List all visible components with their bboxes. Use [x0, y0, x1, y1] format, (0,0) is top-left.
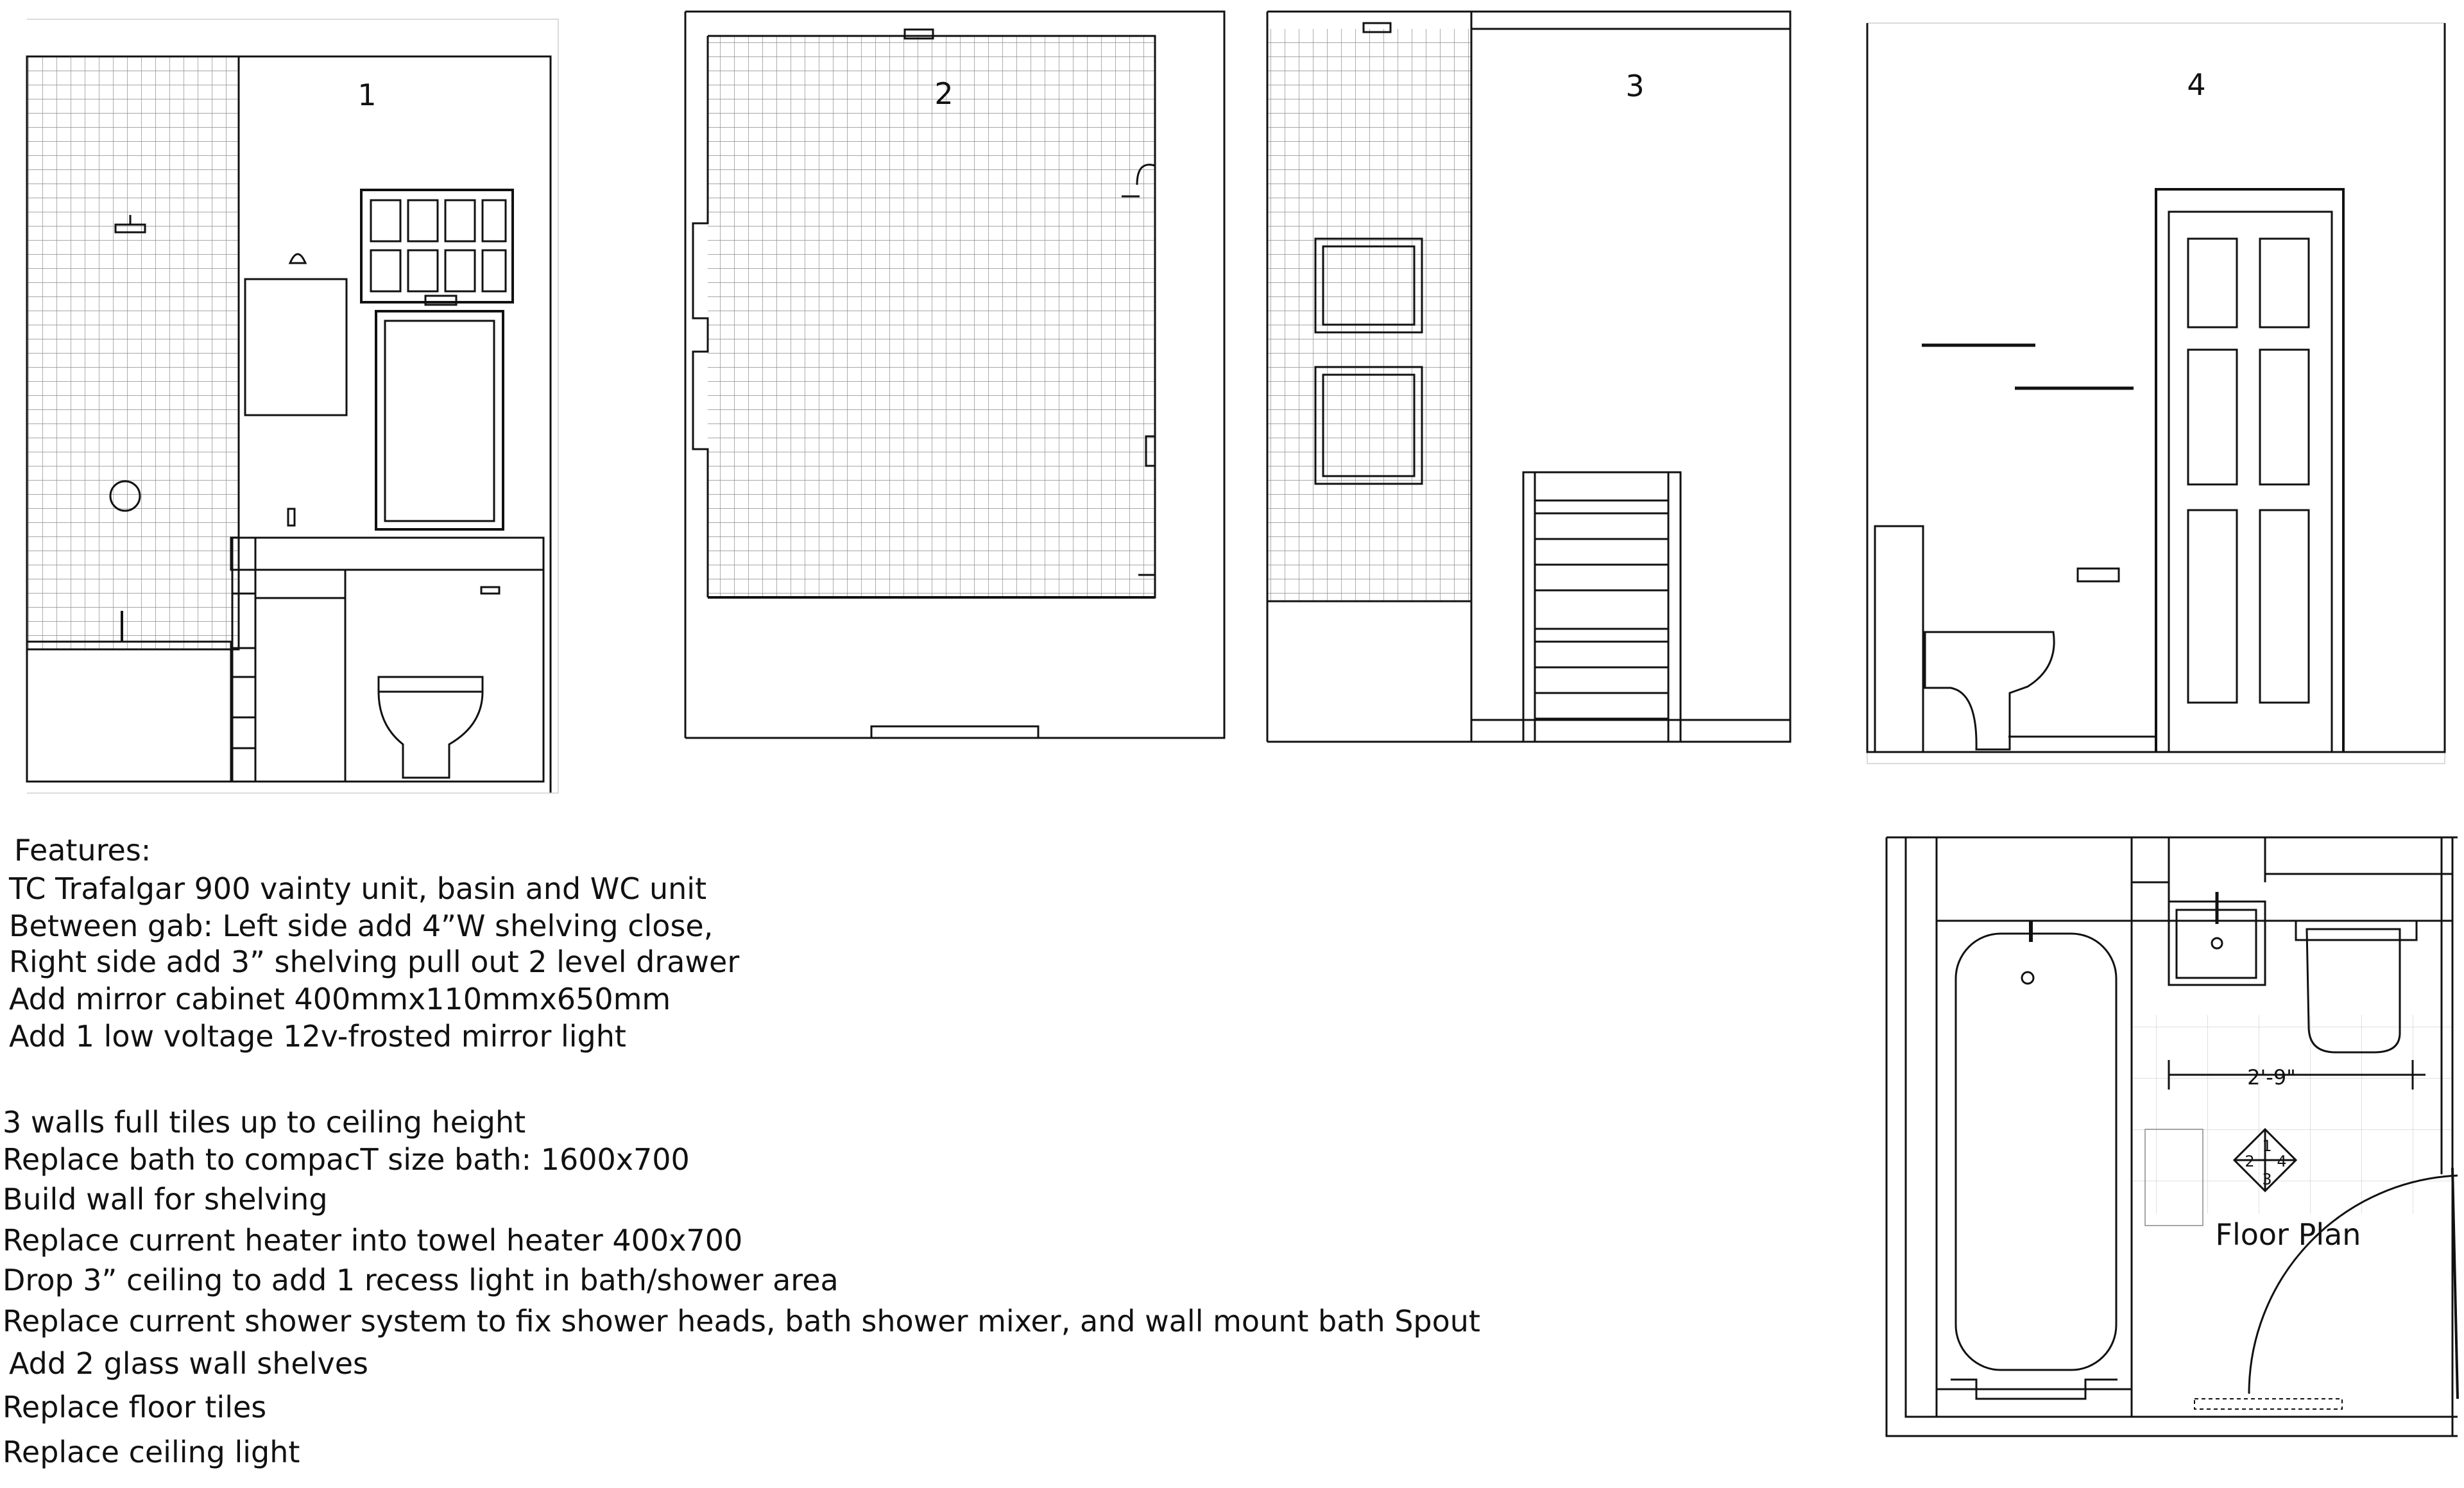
compass-label-3: 3	[2262, 1170, 2272, 1188]
work-item: Build wall for shelving	[3, 1182, 328, 1217]
elevation-2	[685, 12, 1224, 738]
feature-item: TC Trafalgar 900 vainty unit, basin and WC unit	[9, 871, 707, 906]
feature-item: Right side add 3” shelving pull out 2 level drawer	[9, 945, 740, 979]
elevation-4	[1867, 23, 2445, 764]
wall-return	[693, 36, 708, 597]
compass-label-2: 2	[2245, 1152, 2255, 1170]
bath	[1956, 934, 2116, 1370]
compass-label-4: 4	[2277, 1152, 2287, 1170]
floor-plan	[1887, 837, 2458, 1436]
cistern	[1875, 526, 1923, 752]
features-heading: Features:	[14, 833, 151, 868]
tile-area	[1267, 29, 1471, 601]
bath	[27, 642, 231, 782]
elevation-1	[27, 19, 558, 793]
floor-plan-title: Floor Plan	[2215, 1217, 2361, 1252]
work-item: Replace bath to compacT size bath: 1600x700	[3, 1142, 690, 1177]
work-item: Drop 3” ceiling to add 1 recess light in bath/shower area	[3, 1263, 839, 1297]
door-frame	[2156, 189, 2343, 752]
door	[2169, 212, 2332, 752]
compass-label-1: 1	[2262, 1137, 2272, 1155]
soap-dish	[2078, 569, 2119, 581]
vanity-cabinet	[255, 570, 345, 782]
feature-item: Add 1 low voltage 12v-frosted mirror light	[9, 1019, 626, 1054]
elevation-label: 1	[357, 78, 377, 112]
elevation-label: 2	[934, 76, 954, 111]
work-item: Replace current heater into towel heater 400x700	[3, 1223, 743, 1258]
work-item: Replace current shower system to fix shower heads, bath shower mixer, and wall mount bath Spout	[3, 1304, 1480, 1338]
toilet	[1925, 632, 2054, 749]
dimension-label: 2'-9"	[2247, 1065, 2296, 1090]
feature-item: Add mirror cabinet 400mmx110mmx650mm	[9, 982, 671, 1016]
mirror-light	[290, 254, 305, 263]
elevation-label: 4	[2187, 67, 2206, 102]
work-item: Replace floor tiles	[3, 1390, 267, 1424]
window-lower	[376, 311, 503, 529]
feature-item: Between gab: Left side add 4”W shelving close,	[9, 909, 714, 943]
work-item: Add 2 glass wall shelves	[9, 1346, 368, 1381]
mirror-cabinet	[245, 279, 346, 415]
elevation-label: 3	[1625, 69, 1645, 103]
work-item: Replace ceiling light	[3, 1435, 300, 1469]
work-item: 3 walls full tiles up to ceiling height	[3, 1105, 526, 1140]
basin-tap	[288, 509, 295, 526]
tile-area	[708, 36, 1155, 597]
tile-area	[27, 56, 239, 649]
bath-drain	[2022, 972, 2033, 984]
vanity-top	[231, 538, 543, 570]
floor-grille	[871, 726, 1038, 738]
wc-unit	[345, 570, 543, 782]
elevation-3	[1267, 12, 1790, 742]
